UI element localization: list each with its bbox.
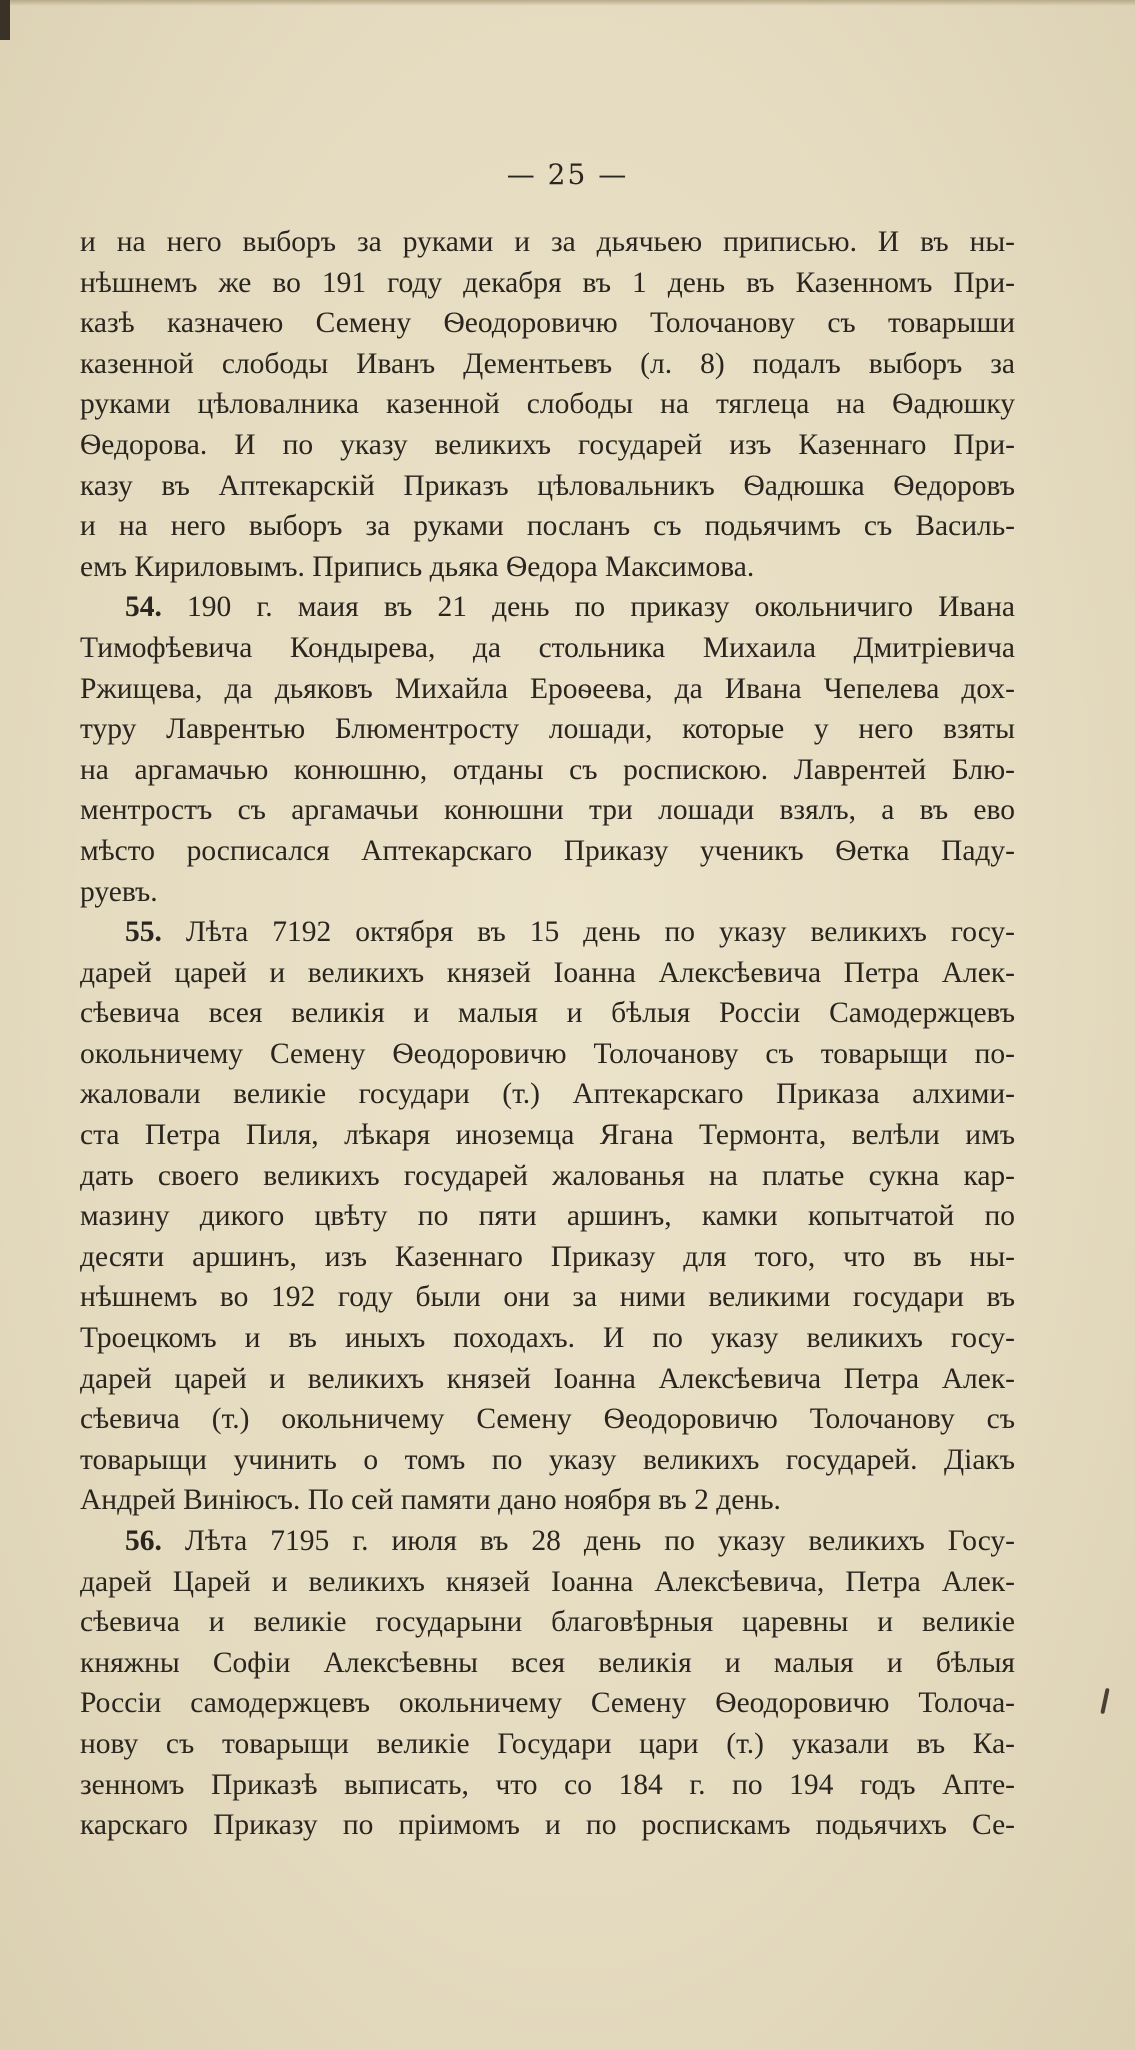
text-line: и на него выборъ за руками и за дьячьею приписью. И въ ны- [80,226,1015,258]
paragraph-56-first-line [80,1521,1015,1562]
text-line: нѣшнемъ же во 191 году декабря въ 1 день въ Казенномъ При- [80,266,1015,299]
text-line: Лѣта 7195 г. июля въ 28 день по указу великихъ Госу- [184,1525,1015,1557]
text-line: карскаго Приказу по пріимомъ и по роспискамъ подьячихъ Се- [80,1809,1015,1842]
text-line: товарыщи учинить о томъ по указу великихъ государей. Діакъ [80,1443,1015,1476]
text-line: мазину дикого цвѣту по пяти аршинъ, камки копытчатой по [80,1200,1015,1233]
page-top-edge [0,0,1135,6]
margin-speck [1100,1688,1109,1714]
text-line: казенной слободы Иванъ Дементьевъ (л. 8) подалъ выборъ за [80,347,1015,380]
text-line: десяти аршинъ, изъ Казеннаго Приказу для того, что въ ны- [80,1240,1015,1273]
text-line: ста Петра Пиля, лѣкаря иноземца Ягана Термонта, велѣли имъ [80,1119,1015,1152]
text-line: руками цѣловалника казенной слободы на тяглеца на Ѳадюшку [80,388,1015,421]
text-line: Тимофѣевича Кондырева, да стольника Михаила Дмитріевича [80,631,1015,664]
text-line: сѣевича и великіе государыни благовѣрныя царевны и великіе [80,1606,1015,1639]
paragraph-54-first-line [80,587,1015,628]
paragraph-number: 56. [125,1525,162,1557]
paragraph-number: 54. [125,591,162,624]
text-line: и на него выборъ за руками посланъ съ подьячимъ съ Василь- [80,510,1015,543]
text-line: 190 г. маия въ 21 день по приказу окольничиго Ивана [187,591,1015,624]
paragraph-55-first-line [80,912,1015,953]
binding-shadow [0,0,10,40]
text-line: казѣ казначею Семену Ѳеодоровичю Толочанову съ товарыши [80,307,1015,340]
text-line: мѣсто росписался Аптекарскаго Приказу ученикъ Ѳетка Паду- [80,834,1015,867]
text-line: руевъ. [80,875,158,908]
text-line: княжны Софіи Алексѣевны всея великія и малыя и бѣлыя [80,1646,1015,1679]
text-line: ментростъ съ аргамачьи конюшни три лошади взялъ, а въ ево [80,794,1015,827]
text-line: сѣевича (т.) окольничему Семену Ѳеодоровичю Толочанову съ [80,1403,1015,1436]
text-line: на аргамачью конюшню, отданы съ роспискою. Лаврентей Блю- [80,753,1015,786]
text-line: зенномъ Приказѣ выписать, что со 184 г. по 194 годъ Апте- [80,1768,1015,1801]
text-line: дарей царей и великихъ князей Іоанна Алексѣевича Петра Алек- [80,956,1015,989]
text-line: Троецкомъ и въ иныхъ походахъ. И по указу великихъ госу- [80,1322,1015,1355]
text-line: жаловали великіе государи (т.) Аптекарскаго Приказа алхими- [80,1078,1015,1111]
document-body [80,222,1015,1846]
text-line: дать своего великихъ государей жалованья на платье сукна кар- [80,1159,1015,1192]
text-line: Ѳедорова. И по указу великихъ государей изъ Казеннаго При- [80,428,1015,461]
text-line: Лѣта 7192 октября въ 15 день по указу великихъ госу- [185,916,1015,949]
text-line: дарей Царей и великихъ князей Іоанна Алексѣевича, Петра Алек- [80,1565,1015,1598]
text-line: емъ Кириловымъ. Припись дьяка Ѳедора Максимова. [80,550,755,583]
text-line: нову съ товарыщи великіе Государи цари (т.) указали въ Ка- [80,1727,1015,1760]
text-line: дарей царей и великихъ князей Іоанна Алексѣевича Петра Алек- [80,1362,1015,1395]
paragraph-number: 55. [125,916,162,949]
text-line: казу въ Аптекарскій Приказъ цѣловальникъ Ѳадюшка Ѳедоровъ [80,469,1015,502]
text-line: Андрей Виніюсъ. По сей памяти дано ноября въ 2 день. [80,1484,781,1517]
text-line: туру Лаврентью Блюментросту лошади, которые у него взяты [80,713,1015,746]
text-line: Россіи самодержцевъ окольничему Семену Ѳеодоровичю Толоча- [80,1687,1015,1720]
text-line: Ржищева, да дьяковъ Михайла Ероѳеева, да Ивана Чепелева дох- [80,672,1015,705]
page-number: — 25 — [506,158,629,191]
text-line: нѣшнемъ во 192 году были они за ними великими государи въ [80,1281,1015,1314]
text-line: сѣевича всея великія и малыя и бѣлыя Россіи Самодержцевъ [80,997,1015,1030]
text-line: окольничему Семену Ѳеодоровичю Толочанову съ товарыщи по- [80,1037,1015,1070]
